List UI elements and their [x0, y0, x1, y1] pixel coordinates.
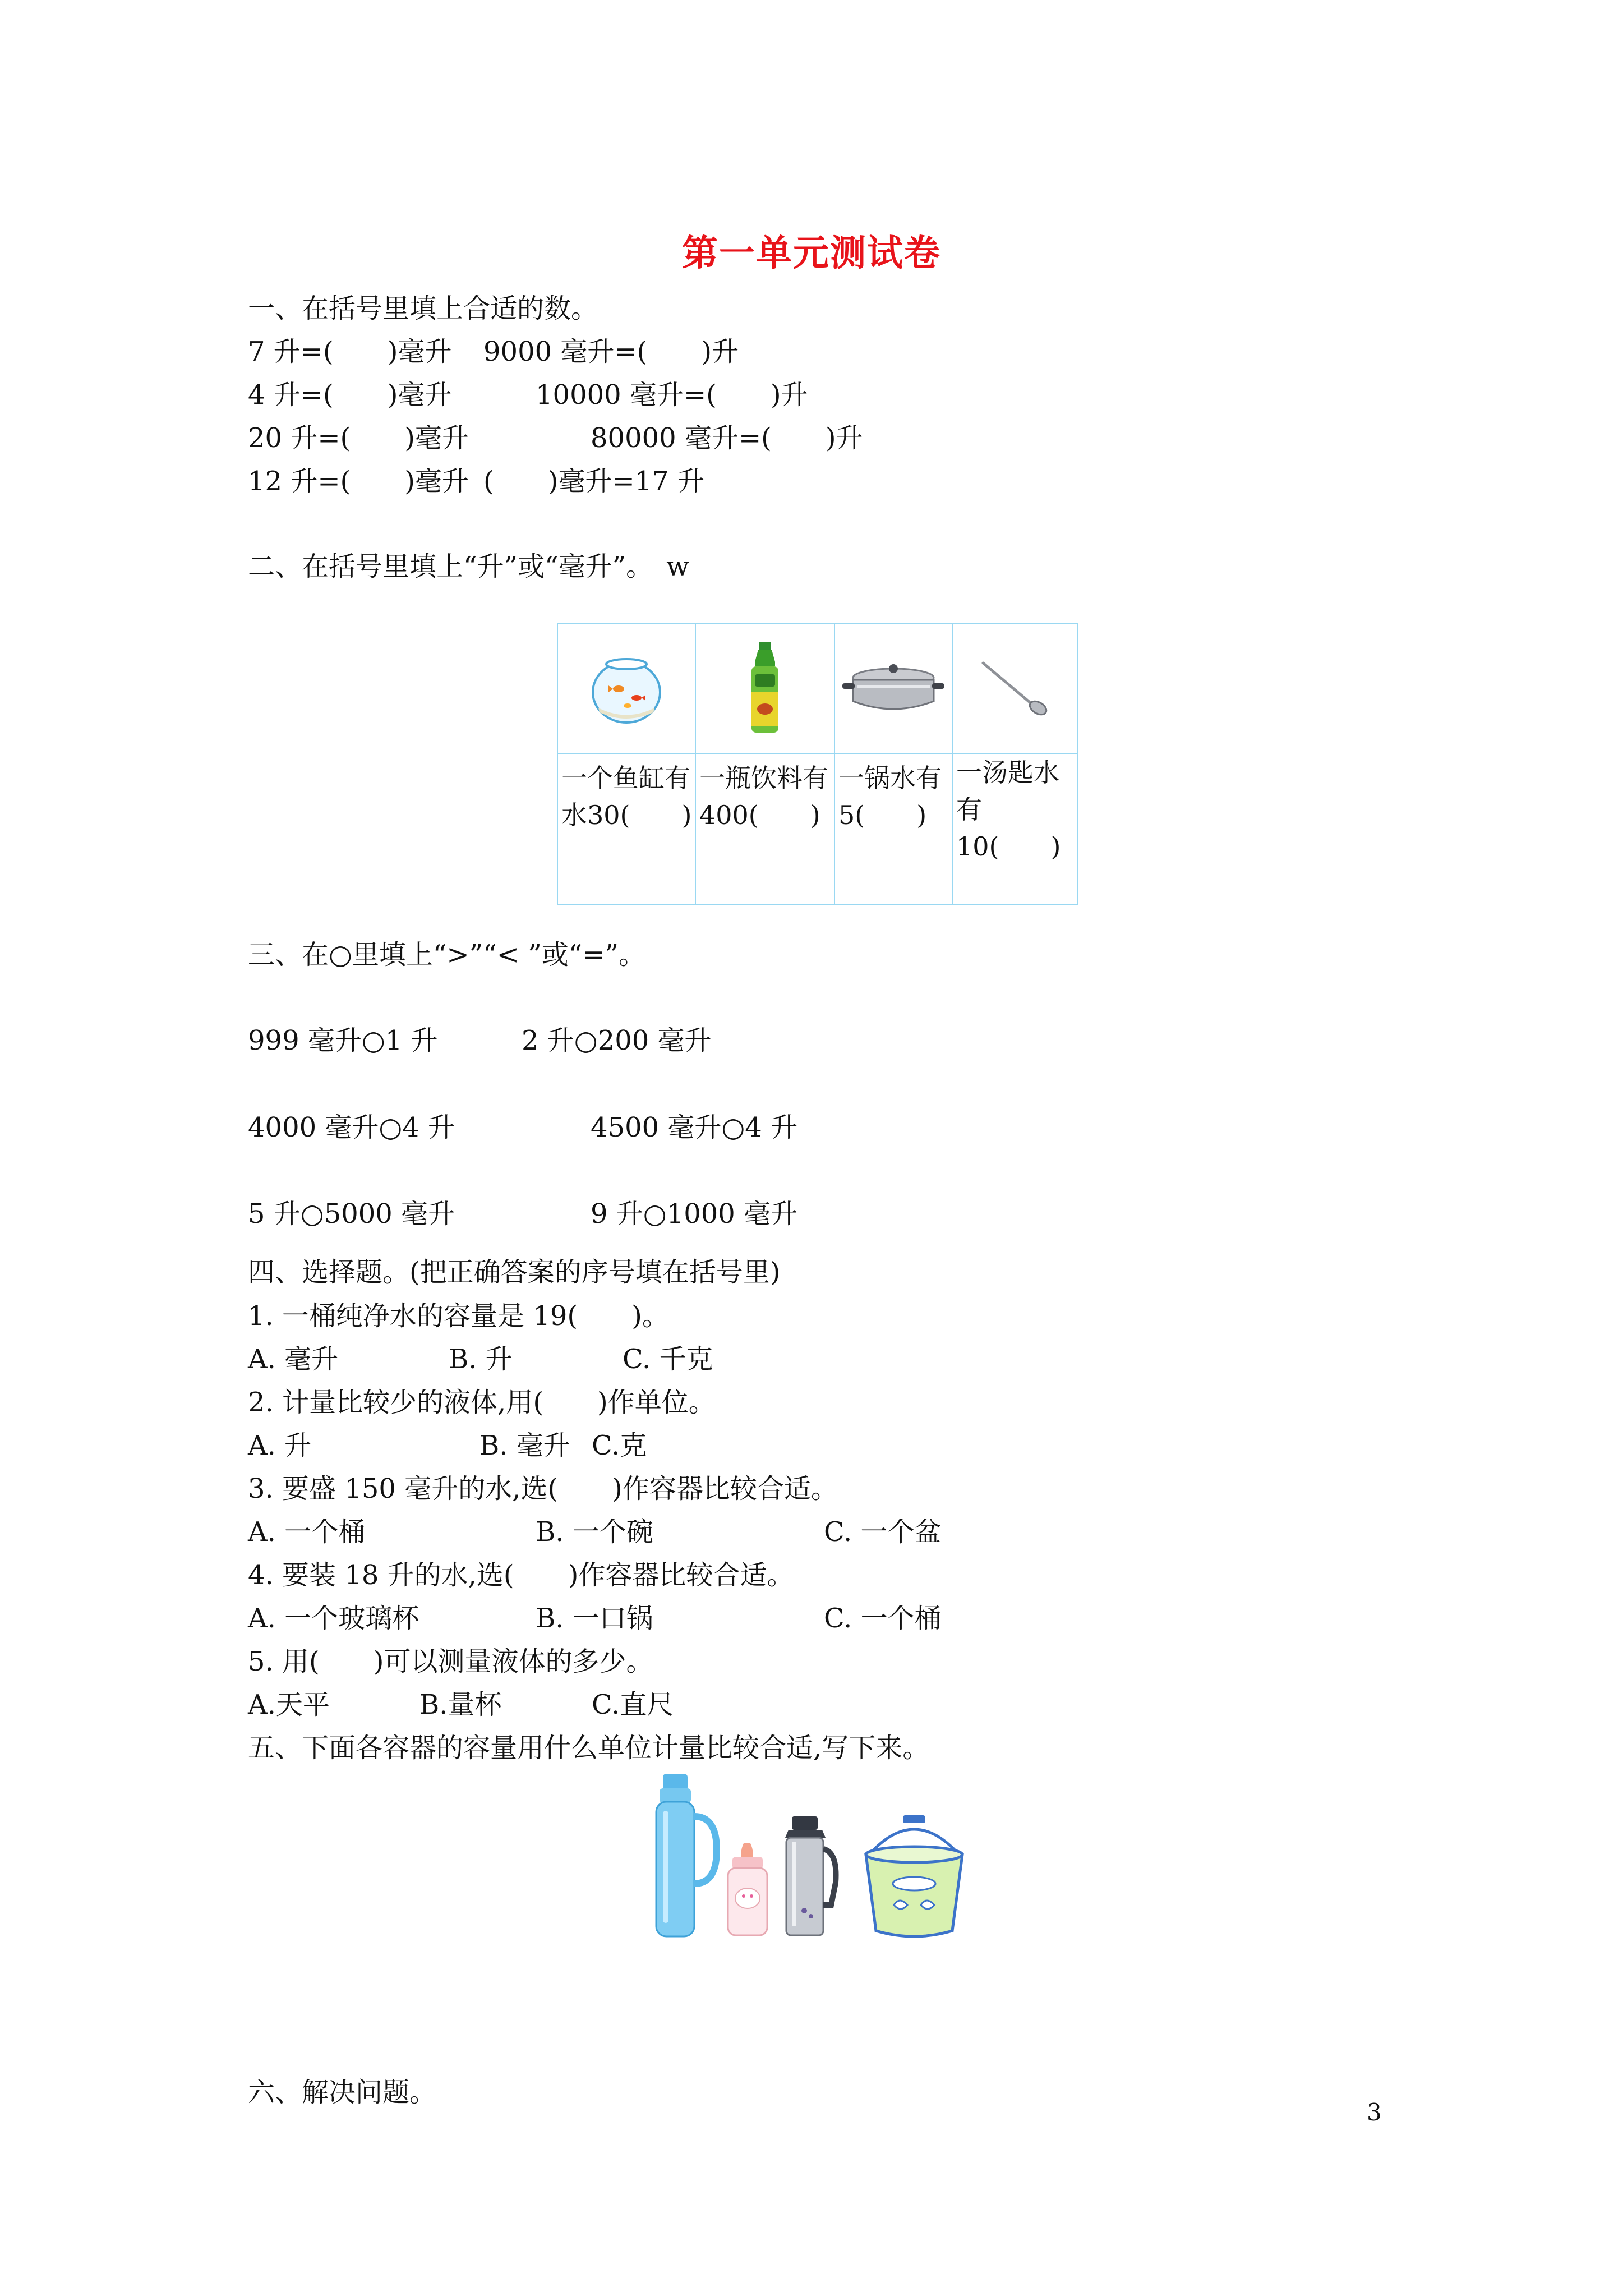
- option: B.量杯: [419, 1689, 502, 1720]
- compare-item: 4000 毫升○4 升: [248, 1112, 455, 1143]
- page-title: 第一单元测试卷: [682, 232, 941, 274]
- option: A. 升: [248, 1430, 312, 1461]
- table-cell: 一锅水有5( ): [835, 754, 953, 904]
- table-cell: 一个鱼缸有水30( ): [558, 754, 696, 904]
- fill-item: ( )毫升=17 升: [483, 466, 705, 497]
- compare-item: 5 升○5000 毫升: [248, 1198, 455, 1230]
- question: 5. 用( )可以测量液体的多少。: [248, 1646, 653, 1677]
- fill-item: 20 升=( )毫升: [248, 422, 469, 454]
- option: C.克: [592, 1430, 647, 1461]
- option: C. 一个桶: [824, 1603, 942, 1634]
- option: A.天平: [248, 1689, 330, 1720]
- option: C. 千克: [623, 1343, 713, 1375]
- section1-heading: 一、在括号里填上合适的数。: [248, 293, 598, 324]
- option: C. 一个盆: [824, 1516, 942, 1548]
- table-cell: 一汤匙水有10( ): [956, 757, 1061, 862]
- page-number: 3: [1367, 2099, 1382, 2126]
- question: 3. 要盛 150 毫升的水,选( )作容器比较合适。: [248, 1473, 838, 1504]
- table-cell: [835, 624, 953, 754]
- fill-item: 9000 毫升=( )升: [483, 336, 739, 367]
- compare-item: 9 升○1000 毫升: [591, 1198, 798, 1230]
- option: A. 一个玻璃杯: [248, 1603, 419, 1634]
- bucket-icon: [858, 1815, 970, 1939]
- table-cell: 一瓶饮料有400( ): [696, 754, 835, 904]
- section2-heading: 二、在括号里填上“升”或“毫升”。 w: [248, 551, 690, 582]
- option: B. 一个碗: [536, 1516, 653, 1548]
- compare-item: 4500 毫升○4 升: [591, 1112, 798, 1143]
- fill-item: 80000 毫升=( )升: [591, 422, 863, 454]
- compare-item: 2 升○200 毫升: [522, 1025, 712, 1056]
- section4-heading: 四、选择题。(把正确答案的序号填在括号里): [248, 1257, 781, 1288]
- fish-bowl-icon: [587, 652, 666, 725]
- vacuum-flask-icon: [778, 1815, 840, 1939]
- section3-heading: 三、在○里填上“>”“< ”或“=”。: [248, 939, 646, 970]
- question: 4. 要装 18 升的水,选( )作容器比较合适。: [248, 1559, 794, 1591]
- fill-item: 12 升=( )毫升: [248, 466, 469, 497]
- option: B. 毫升: [479, 1430, 570, 1461]
- soup-ladle-icon: [979, 657, 1052, 719]
- table-cell: [696, 624, 835, 754]
- drink-bottle-icon: [743, 641, 787, 736]
- table-cell: [558, 624, 696, 754]
- unit-table: [557, 623, 1078, 905]
- option: B. 升: [449, 1343, 513, 1375]
- section6-heading: 六、解决问题。: [248, 2077, 437, 2108]
- containers-illustration: [651, 1772, 976, 1940]
- question: 2. 计量比较少的液体,用( )作单位。: [248, 1387, 716, 1418]
- option: C.直尺: [592, 1689, 674, 1720]
- section5-heading: 五、下面各容器的容量用什么单位计量比较合适,写下来。: [248, 1732, 930, 1764]
- fill-item: 4 升=( )毫升: [248, 379, 452, 411]
- table-cell: [953, 624, 1077, 754]
- cooking-pot-icon: [840, 657, 947, 719]
- option: A. 毫升: [248, 1343, 339, 1375]
- fill-item: 7 升=( )毫升: [248, 336, 452, 367]
- option: B. 一口锅: [536, 1603, 653, 1634]
- option: A. 一个桶: [248, 1516, 366, 1548]
- fill-item: 10000 毫升=( )升: [536, 379, 808, 411]
- question: 1. 一桶纯净水的容量是 19( )。: [248, 1300, 669, 1332]
- compare-item: 999 毫升○1 升: [248, 1025, 438, 1056]
- baby-bottle-icon: [722, 1842, 773, 1938]
